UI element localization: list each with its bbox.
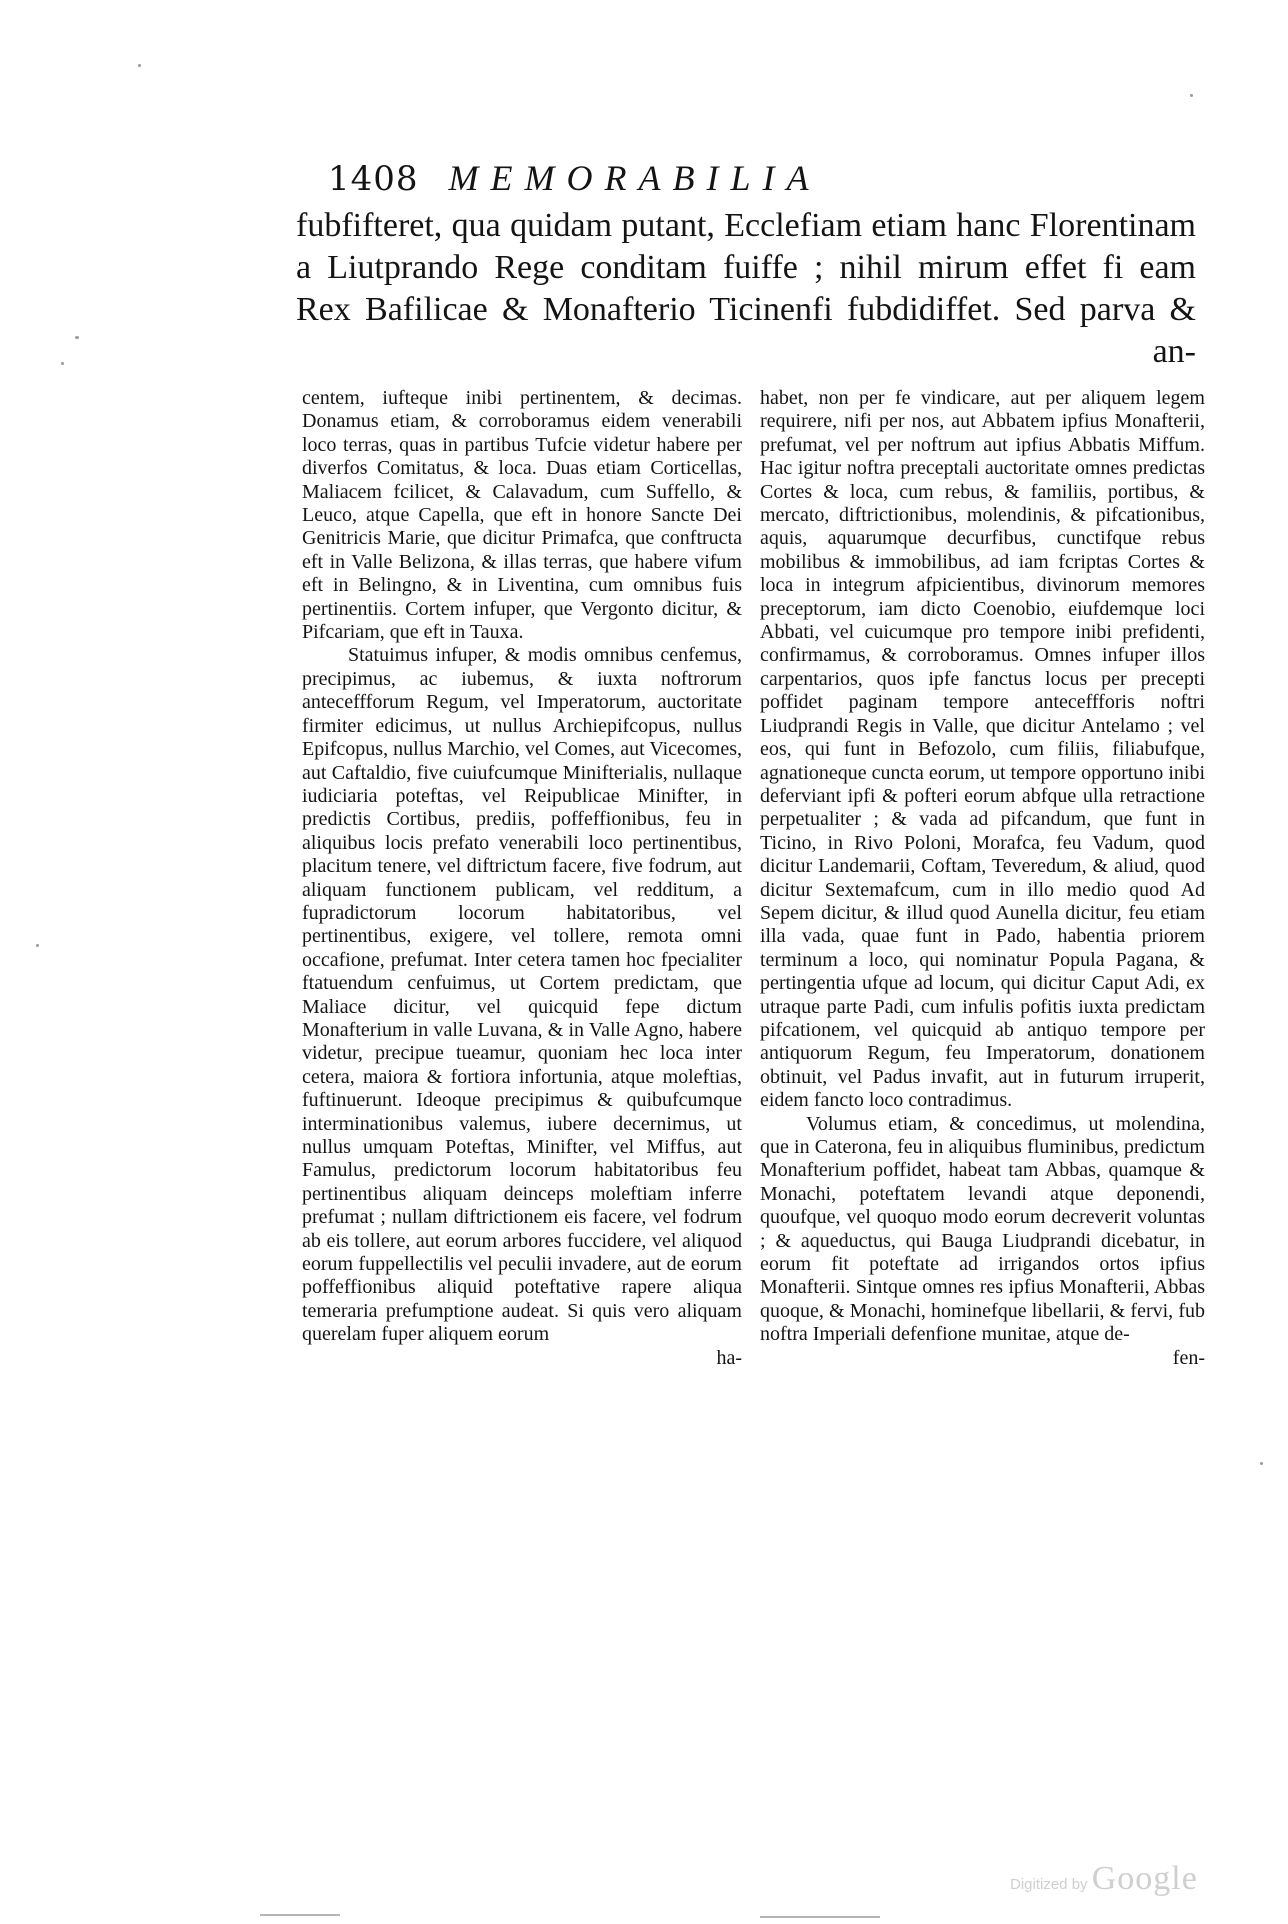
intro-line: fubfifteret, qua quidam putant, Ecclefiam etiam hanc Florentinam xyxy=(296,207,1196,244)
right-catchword: fen- xyxy=(1172,1346,1205,1369)
watermark-brand: Google xyxy=(1091,1860,1198,1897)
scan-speck xyxy=(1260,1462,1263,1465)
page-number: 1408 xyxy=(328,159,419,199)
scan-speck xyxy=(61,362,64,365)
digitization-watermark xyxy=(1010,1860,1198,1898)
left-paragraph-1: centem, iufteque inibi pertinentem, & decimas. Donamus etiam, & corroboramus eidem venerabili loco terras, quas in partibus Tufcie videtur habere per diverfos Comitatus, & loca. Duas etiam Corticellas, Maliacem fcilicet, & Calavadum, cum Suffello, & Leuco, atque Capella, que eft in honore Sancte Dei Genitricis Marie, que dicitur Primafca, que conftructa eft in Valle Belizona, & illas terras, que habere vifum eft in Belingno, & in Liventina, cum omnibus fuis pertinentiis. Cortem infuper, que Vergonto dicitur, & Pifcariam, que eft in Tauxa. xyxy=(302,387,742,644)
scan-speck xyxy=(75,336,79,339)
page-header xyxy=(328,157,1198,199)
intro-line: Rex Bafilicae & Monafterio Ticinenfi fubdidiffet. Sed parva & xyxy=(296,291,1196,328)
scan-speck xyxy=(1190,94,1193,97)
running-title: MEMORABILIA xyxy=(448,158,821,198)
scan-speck xyxy=(138,64,141,67)
right-paragraph-2: Volumus etiam, & concedimus, ut molendina, que in Caterona, feu in aliquibus fluminibus, predictum Monafterium poffidet, habeat tam Abbas, quamque & Monachi, poteftatem levandi atque deponendi, quoufque, vel quoquo modo eorum decreverit voluntas ; & aqueductus, qui Bauga Liudprandi dicebatur, in eorum fit poteftate ad irrigandos ortos ipfius Monafterii. Sintque omnes res ipfius Monafterii, Abbas quoque, & Monachi, hominefque libellarii, & fervi, fub noftra Imperiali defenfione munitae, atque de- xyxy=(760,1112,1205,1346)
left-catchword: ha- xyxy=(716,1346,742,1369)
scan-speck xyxy=(36,944,39,947)
left-paragraph-2: Statuimus infuper, & modis omnibus cenfemus, precipimus, ac iubemus, & iuxta noftrorum anteceffforum Regum, vel Imperatorum, auctoritate firmiter edicimus, ut nullus Archiepifcopus, nullus Epifcopus, nullus Marchio, vel Comes, aut Vicecomes, aut Caftaldio, five cuiufcumque Minifterialis, nullaque iudiciaria poteftas, vel Reipublicae Minifter, in predictis Cortibus, prediis, poffeffionibus, feu in aliquibus locis prefato venerabili loco pertinentibus, placitum tenere, vel diftrictum facere, five fodrum, aut aliquam functionem publicam, vel redditum, a fupradictorum locorum habitatoribus, vel pertinentibus, exigere, vel tollere, remota omni occafione, prefumat. Inter cetera tamen hoc fpecialiter ftatuendum cenfuimus, ut Cortem predictam, que Maliace dicitur, vel quicquid fepe dictum Monafterium in valle Luvana, & in Valle Agno, habere videtur, precipue tueamur, quoniam hec loca inter cetera, maiora & fortiora infortunia, atque moleftias, fuftinuerunt. Ideoque precipimus & quibufcumque interminationibus valemus, iubere decernimus, ut nullus umquam Poteftas, Minifter, vel Miffus, aut Famulus, predictorum locorum habitatoribus feu pertinentibus aliquam deinceps moleftiam inferre prefumat ; nullam diftrictionem eis facere, vel fodrum ab eis tollere, aut eorum arbores fuccidere, vel aliquod eorum fuppellectilis vel peculii invadere, aut de eorum poffeffionibus aliquid poteftative rapere aliqua temeraria prefumptione audeat. Si quis vero aliquam querelam fuper aliquem eorum xyxy=(302,644,742,1346)
scan-edge-mark xyxy=(760,1916,880,1918)
watermark-prefix: Digitized by xyxy=(1010,1876,1088,1893)
right-column xyxy=(760,387,1205,1370)
intro-paragraph xyxy=(296,205,1196,373)
intro-line: a Liutprando Rege conditam fuiffe ; nihil mirum effet fi eam xyxy=(296,249,1196,286)
right-paragraph-1: habet, non per fe vindicare, aut per aliquem legem requirere, nifi per nos, aut Abbatem ipfius Monafterii, prefumat, vel per noftrum aut ipfius Abbatis Miffum. Hac igitur noftra preceptali auctoritate omnes predictas Cortes & loca, cum rebus, & familiis, portibus, & mercato, diftrictionibus, molendinis, & pifcationibus, aquis, aquarumque decurfibus, cunctifque rebus mobilibus & immobilibus, ad iam fcriptas Cortes & loca in integrum afpicientibus, divinorum memores preceptorum, iam dicto Coenobio, eiufdemque loci Abbati, vel cuicumque pro tempore inibi prefidenti, confirmamus, & corroboramus. Omnes infuper illos carpentarios, quos ipfe fanctus locus per precepti poffidet paginam tempore anteceffforis noftri Liudprandi Regis in Valle, que dicitur Antelamo ; vel eos, qui funt in Befozolo, cum filiis, filiabufque, agnationeque cuncta eorum, ut tempore opportuno inibi deferviant ipfi & pofteri eorum abfque ulla retractione perpetualiter ; & vada ad pifcandum, que funt in Ticino, in Rivo Poloni, Morafca, feu Vadum, quod dicitur Landemarii, Coftam, Teveredum, & aliud, quod dicitur Sextemafcum, cum in illo medio quod Ad Sepem dicitur, & illud quod Aunella dicitur, feu etiam illa vada, quae funt in Pado, habentia priorem terminum a loco, qui nominatur Popula Pagana, & pertingentia ufque ad locum, qui dicitur Caput Adi, ex utraque parte Padi, cum infulis pofitis iuxta predictam pifcationem, vel quicquid ab antiquo tempore per antiquorum Regum, feu Imperatorum, donationem obtinuit, vel Padus invafit, aut in futurum irruperit, eidem fancto loco contradimus. xyxy=(760,387,1205,1112)
intro-catchword: an- xyxy=(1152,333,1196,370)
scan-edge-mark xyxy=(260,1914,340,1916)
left-column xyxy=(302,387,742,1370)
